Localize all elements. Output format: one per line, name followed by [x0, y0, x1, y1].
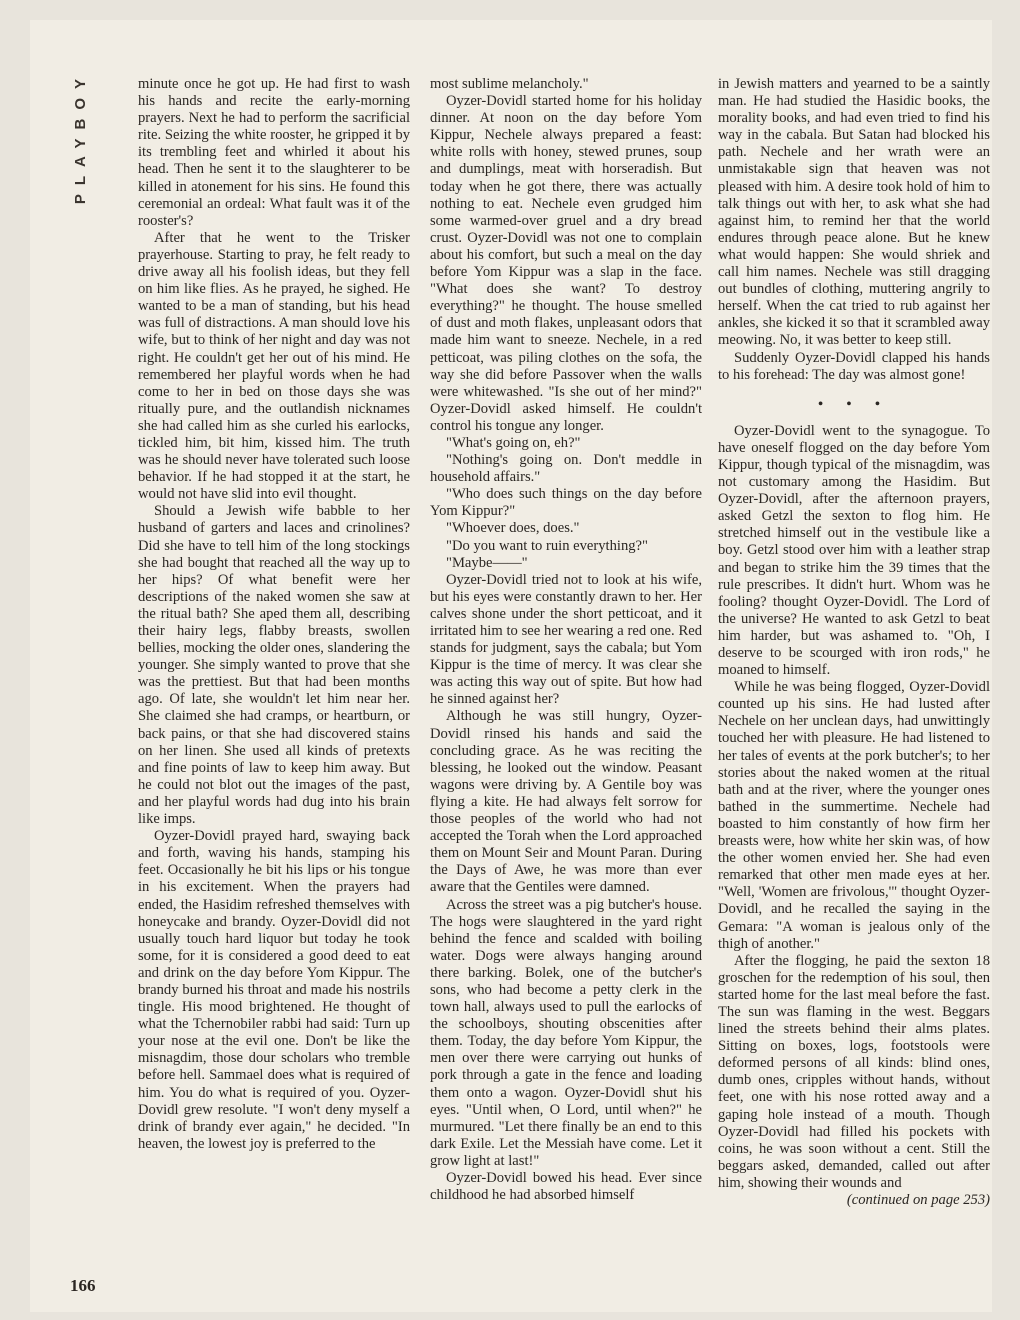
paragraph: After that he went to the Trisker prayerhouse. Starting to pray, he felt ready to drive away all his foolish ideas, but they fell on him like flies. As he prayed, he sighed. He wanted to be a man of standing, but his head was full of distractions. A man should love his wife, but to think of her night and day was not right. He couldn't get her out of his mind. He remembered her playful words when he had come to her in bed on those days she was ritually pure, and the outlandish nicknames she had called him as she curled his earlocks, tickled him, bit him, kissed him. The truth was he should never have tolerated such loose behavior. If he had stopped it at the start, he would not have slid into evil thought. — [138, 229, 410, 503]
paragraph: While he was being flogged, Oyzer-Dovidl counted up his sins. He had lusted after Nechele on her unclean days, had unwittingly touched her with pleasure. He had listened to her tales of events at the pork butcher's; to her stories about the naked women at the ritual bath and at the river, where the younger ones bathed in the summertime. Nechele had boasted to him constantly of how firm her breasts were, how white her skin was, of how the other women envied her. She had even remarked that other men made eyes at her. "Well, 'Women are frivolous,'" thought Oyzer-Dovidl, and he recalled the saying in the Gemara: "A woman is jealous only of the thigh of another." — [718, 679, 990, 952]
paragraph: After the flogging, he paid the sexton 18 groschen for the redemption of his soul, then started home for the last meal before the fast. The sun was flaming in the west. Beggars lined the streets behind their alms plates. Sitting on boxes, logs, footstools were deformed persons of all kinds: blind ones, dumb ones, cripples without hands, without feet, one with his nose rotted away and a gaping hole instead of a mouth. Though Oyzer-Dovidl had filled his pockets with coins, he was soon without a cent. Still the beggars asked, demanded, called out after him, showing their wounds and — [718, 952, 990, 1191]
paragraph: Across the street was a pig butcher's house. The hogs were slaughtered in the yard right behind the fence and scalded with boiling water. Dogs were always hanging around there barking. Bolek, one of the butcher's sons, who had become a petty clerk in the town hall, always used to pull the earlocks of the schoolboys, shouting obscenities after them. Today, the day before Yom Kippur, the men over there were carrying out hunks of pork through a gate in the fence and loading them onto a wagon. Oyzer-Dovidl shut his eyes. "Until when, O Lord, until when?" he murmured. "Let there finally be an end to this dark Exile. Let the Messiah have come. Let it grow light at last!" — [430, 896, 702, 1169]
paragraph: Oyzer-Dovidl bowed his head. Ever since childhood he had absorbed himself — [430, 1170, 702, 1204]
magazine-page — [30, 20, 992, 1312]
paragraph: Should a Jewish wife babble to her husband of garters and laces and crinolines? Did she have to tell him of the long stockings she had bought that reached all the way up to her hips? Of what benefit were her descriptions of the naked women she saw at the ritual bath? She aped them all, describing their hairy legs, flabby breasts, swollen bellies, mocking the older ones, slandering the younger. She simply wanted to prove that she was the prettiest. But that had been months ago. Of late, she wouldn't let him near her. She claimed she had cramps, or heartburn, or back pains, or that she had discovered stains on her linen. She used all kinds of pretexts and fine points of law to keep him away. But he could not blot out the images of the past, and her playful words had dug into his brain like imps. — [138, 503, 410, 828]
paragraph: "Who does such things on the day before Yom Kippur?" — [430, 486, 702, 520]
paragraph: minute once he got up. He had first to wash his hands and recite the early-morning prayers. Next he had to perform the sacrificial rite. Seizing the white rooster, he gripped it by its trembling feet and whirled it about his head. Then he sent it to the slaughterer to be killed in atonement for his sins. He found this ceremonial an ordeal: What fault was it of the rooster's? — [138, 76, 410, 229]
paragraph: Oyzer-Dovidl tried not to look at his wife, but his eyes were constantly drawn to her. Her calves shone under the short petticoat, and it irritated him to see her wearing a red one. Red stands for judgment, says the cabala; but Yom Kippur is the time of mercy. It was clear she was acting this way out of spite. But how had he sinned against her? — [430, 571, 702, 708]
paragraph: "What's going on, eh?" — [446, 434, 581, 451]
page-number: 166 — [70, 1276, 96, 1295]
paragraph: "Do you want to ruin everything?" — [446, 537, 648, 554]
text-column-1 — [138, 76, 410, 1306]
paragraph: "Whoever does, does." — [446, 520, 580, 537]
magazine-name-vertical: PLAYBOY — [72, 70, 89, 205]
text-column-3 — [718, 76, 990, 1306]
paragraph: Oyzer-Dovidl prayed hard, swaying back and forth, waving his hands, stamping his feet. Occasionally he bit his lips or his tongue in his excitement. When the prayers had ended, the Hasidim refreshed themselves with honeycake and brandy. Oyzer-Dovidl did not usually touch hard liquor but today he took some, for it is considered a good deed to eat and drink on the day before Yom Kippur. The brandy burned his throat and made his nostrils tingle. His mood brightened. He thought of what the Tchernobiler rabbi had said: Turn up your nose at the evil one. Don't be like the misnagdim, those dour scholars who tremble before hell. Sammael does what is required of him. You do what is required of you. Oyzer-Dovidl grew resolute. "I won't deny myself a drink of brandy ever again," he decided. "In heaven, the lowest joy is preferred to the — [138, 828, 410, 1152]
text-column-2 — [430, 76, 702, 1306]
paragraph: most sublime melancholy." — [430, 76, 589, 92]
paragraph: Although he was still hungry, Oyzer-Dovidl rinsed his hands and said the concluding grace. As he was reciting the blessing, he looked out the window. Peasant wagons were driving by. A Gentile boy was flying a kite. He had always felt sorrow for those peoples of the world who had not accepted the Torah when the Lord approached them on Mount Seir and Mount Paran. During the Days of Awe, he was more than ever aware that the Gentiles were damned. — [430, 708, 702, 896]
paragraph: Oyzer-Dovidl started home for his holiday dinner. At noon on the day before Yom Kippur, Nechele always prepared a feast: white rolls with honey, stewed prunes, soup and dumplings, meat with horseradish. But today when he got there, there was actually nothing to eat. Nechele even grudged him some warmed-over gruel and a dry bread crust. Oyzer-Dovidl was not one to complain about his comfort, but such a meal on the day before Yom Kippur was a slap in the face. "What does she want? To destroy everything?" he thought. The house smelled of dust and moth flakes, unpleasant odors that made him want to sneeze. Nechele, in a red petticoat, was piling clothes on the sofa, the way she did before Passover when the walls were whitewashed. "Is she out of her mind?" Oyzer-Dovidl asked himself. He couldn't control his tongue any longer. — [430, 93, 702, 434]
paragraph: Oyzer-Dovidl went to the synagogue. To have oneself flogged on the day before Yom Kippur, though typical of the misnagdim, was not customary among the Hasidim. But Oyzer-Dovidl, after the afternoon prayers, asked Getzl the sexton to flog him. He stretched himself out in the vestibule like a boy. Getzl stood over him with a leather strap and began to strike him the 39 times that the rule prescribes. It didn't hurt. Whom was he fooling? thought Oyzer-Dovidl. The Lord of the universe? He wanted to ask Getzl to beat him harder, but was ashamed to. "Oh, I deserve to be scourged with iron rods," he moaned to himself. — [718, 422, 990, 679]
continued-note: (continued on page 253) — [846, 1192, 990, 1208]
paragraph: in Jewish matters and yearned to be a saintly man. He had studied the Hasidic books, the morality books, and had even tried to find his way in the cabala. But Satan had blocked his path. Nechele and her wrath were an unmistakable sign that heaven was not pleased with him. A desire took hold of him to talk things out with her, to ask what she had against him, to remind her that the world endures through peace alone. But he knew what would happen: She would shriek and call him names. Nechele was still dragging out bundles of clothing, muttering angrily to herself. When the cat tried to rub against her ankles, she kicked it so that it scrambled away meowing. No, it was better to keep still. — [718, 76, 990, 349]
paragraph: Suddenly Oyzer-Dovidl clapped his hands to his forehead: The day was almost gone! — [718, 349, 990, 383]
paragraph: "Maybe——" — [446, 554, 528, 571]
paragraph: "Nothing's going on. Don't meddle in household affairs." — [430, 452, 702, 486]
section-break: • • • — [818, 396, 890, 412]
